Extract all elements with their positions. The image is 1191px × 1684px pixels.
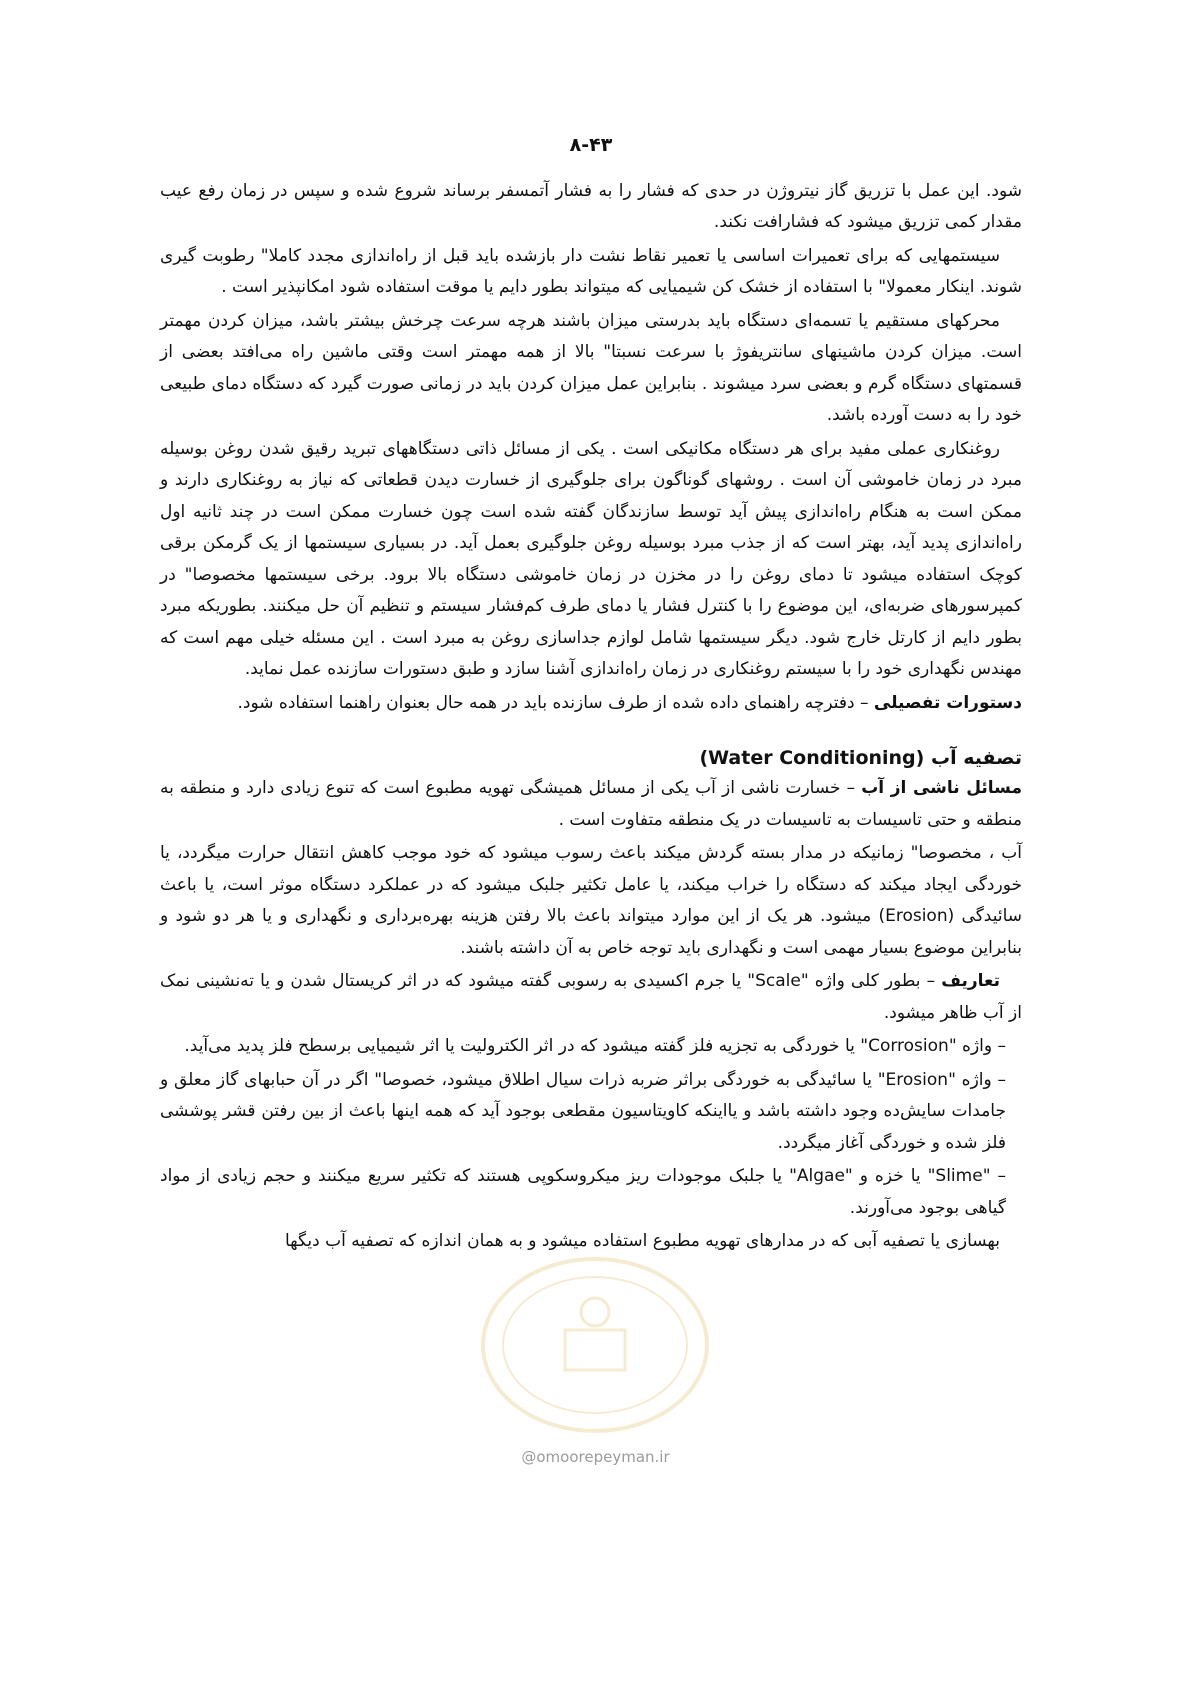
last-paragraph: بهسازی یا تصفیه آبی که در مدارهای تهویه مطبوع استفاده میشود و به همان اندازه که تصفیه آب دیگها bbox=[284, 1231, 1000, 1251]
paragraph-lubrication: روغنکاری عملی مفید برای هر دستگاه مکانیکی است . یکی از مسائل ذاتی دستگاههای تبرید رقیق شدن روغن بوسیله مبرد در زمان خاموشی آن است . روشهای گوناگون برای جلوگیری از خسارت دیدن قطعاتی که نیاز به روغنکاری دارند و ممکن است به هنگام راه‌اندازی پیش آید توسط سازندگان گفته شده است چون خسارت ممکن است در چند ثانیه اول راه‌اندازی پدید آید، بهتر است که از جذب مبرد بوسیله روغن جلوگیری بعمل آید. در بسیاری سیستمها از یک گرمکن برقی کوچک استفاده میشود تا دمای روغن را در مخزن در زمان خاموشی دستگاه بالا برود. برخی سیستمها مخصوصا" در کمپرسورهای ضربه‌ای، این موضوع را با کنترل فشار یا دمای طرف کم‌فشار سیستم و تنظیم آن حل میکنند. بطوریکه مبرد بطور دایم از کارتل خارج شود. دیگر سیستمها شامل لوازم جداسازی روغن به مبرد است . این مسئله خیلی مهم است که مهندس نگهداری خود را با سیستم روغنکاری در زمان راه‌اندازی آشنا سازد و طبق دستورات سازنده عمل نماید. bbox=[160, 438, 1022, 679]
definition-erosion: – واژه "Erosion" یا سائیدگی به خوردگی براثر ضربه ذرات سیال اطلاق میشود، خصوصا" اگر در آن حبابهای گاز معلق و جامدات سایش‌ده وجود داشته باشد و یااینکه کاویتاسیون مقطعی بوجود آید که همه اینها باعث از بین رفتن قشر پوششی فلز شده و خوردگی آغاز میگردد. bbox=[160, 1069, 1006, 1153]
definitions-text: – بطور کلی واژه "Scale" یا جرم اکسیدی به رسوبی گفته میشود که در اثر کریستال شدن و یا ته‌نشینی نمک از آب ظاهر میشود. bbox=[160, 971, 1022, 1023]
problems-label: مسائل ناشی از آب bbox=[861, 778, 1022, 798]
definition-corrosion: – واژه "Corrosion" یا خوردگی به تجزیه فلز گفته میشود که در اثر الکترولیت یا اثر شیمیایی برسطح فلز پدید می‌آید. bbox=[184, 1036, 1006, 1056]
document-page bbox=[160, 130, 1022, 1260]
page-number: ۸-۴۳ bbox=[569, 134, 613, 156]
paragraph-moisture: سیستمهایی که برای تعمیرات اساسی یا تعمیر نقاط نشت دار بازشده باید قبل از راه‌اندازی مجدد کاملا" رطوبت گیری شوند. اینکار معمولا" با استفاده از خشک کن شیمیایی که میتواند بطور دایم یا موقت استفاده شود امکانپذیر است . bbox=[160, 245, 1022, 297]
definitions-paragraph bbox=[160, 966, 1022, 1029]
paragraph-alignment: محرکهای مستقیم یا تسمه‌ای دستگاه باید بدرستی میزان باشند هرچه سرعت چرخش بیشتر باشد، میزان کردن مهمتر است. میزان کردن ماشینهای سانتریفوژ با سرعت نسبتا" بالا از همه مهمتر است وقتی ماشین راه می‌افتد بعضی از قسمتهای دستگاه گرم و بعضی سرد میشوند . بنابراین عمل میزان کردن باید در زمانی صورت گیرد که دستگاه دمای طبیعی خود را به دست آورده باشد. bbox=[160, 310, 1022, 425]
detailed-instructions bbox=[160, 688, 1022, 720]
detailed-instructions-text: – دفترچه راهنمای داده شده از طرف سازنده باید در همه حال بعنوان راهنما استفاده شود. bbox=[237, 692, 874, 713]
definition-slime: – "Slime" یا خزه و "Algae" یا جلبک موجودات ریز میکروسکوپی هستند که تکثیر سریع میکنند و حجم زیادی از مواد گیاهی بوجود می‌آورند. bbox=[160, 1166, 1006, 1218]
definitions-label: تعاریف bbox=[941, 971, 1000, 991]
section-title: تصفیه آب (Water Conditioning) bbox=[699, 747, 1022, 769]
emblem-watermark-icon bbox=[470, 1250, 720, 1440]
detailed-instructions-label: دستورات تفصیلی bbox=[873, 692, 1022, 713]
site-watermark: @omoorepeyman.ir bbox=[521, 1448, 670, 1466]
paragraph-nitrogen: شود. این عمل با تزریق گاز نیتروژن در حدی که فشار را به فشار آتمسفر برساند شروع شده و سپس در زمان رفع عیب مقدار کمی تزریق میشود که فشارافت نکند. bbox=[160, 180, 1022, 232]
problems-paragraph bbox=[160, 773, 1022, 836]
water-paragraph: آب ، مخصوصا" زمانیکه در مدار بسته گردش میکند باعث رسوب میشود که خود موجب کاهش انتقال حرارت میگردد، یا خوردگی ایجاد میکند که دستگاه را خراب میکند، یا عامل تکثیر جلبک میشود که در عملکرد دستگاه موثر است، یا باعث سائیدگی (Erosion) میشود. هر یک از این موارد میتواند باعث بالا رفتن هزینه بهره‌برداری و نگهداری و یا هر دو شود و بنابراین موضوع بسیار مهمی است و نگهداری باید توجه خاص به آن داشته باشند. bbox=[160, 843, 1022, 958]
problems-text: – خسارت ناشی از آب یکی از مسائل همیشگی تهویه مطبوع است که تنوع زیادی دارد و منطقه به منطقه و حتی تاسیسات به تاسیسات در یک منطقه متفاوت است . bbox=[160, 778, 1022, 830]
